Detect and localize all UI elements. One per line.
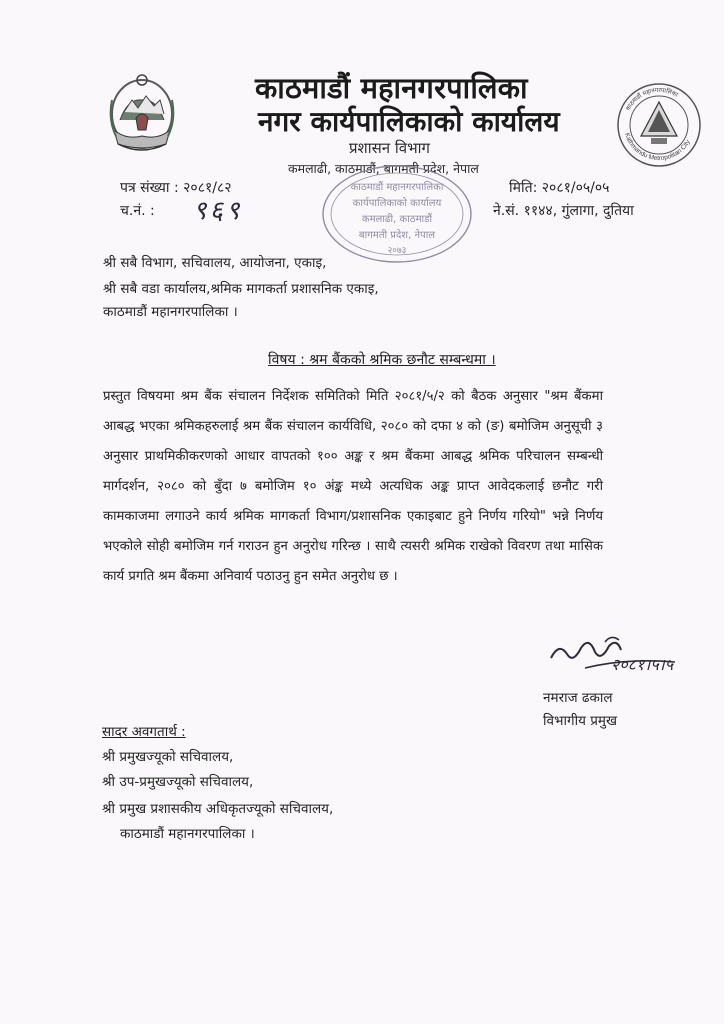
signature-icon: [545, 628, 695, 688]
letter-number: पत्र संख्या : २०८१/८२: [120, 180, 232, 196]
department-name: प्रशासन विभाग: [349, 139, 430, 157]
nepal-emblem-icon: [106, 70, 178, 162]
recipient-line-3: काठमाडौं महानगरपालिका ।: [103, 304, 238, 320]
cc-item-3: श्री प्रमुख प्रशासकीय अधिकृतज्यूको सचिवालय,: [102, 801, 334, 817]
cc-item-4: काठमाडौं महानगरपालिका ।: [120, 826, 255, 842]
cc-item-2: श्री उप-प्रमुखज्यूको सचिवालय,: [102, 774, 254, 790]
office-address: कमलाढी, काठमाडौं, बागमती प्रदेश, नेपाल: [288, 161, 479, 176]
office-name: नगर कार्यपालिकाको कार्यालय: [258, 105, 560, 138]
office-stamp-icon: [318, 160, 476, 268]
signature-date: २०८१।५।५: [611, 655, 674, 674]
chalani-number: ९६९: [193, 196, 243, 226]
letter-body: प्रस्तुत विषयमा श्रम बैंक संचालन निर्देशक समितिको मिति २०८१/५/२ को बैठक अनुसार "श्रम बैंकमा आबद्ध भएका श्रमिकहरुलाई श्रम बैंक संचालन कार्यविधि, २०८० को दफा ४ को (ङ) बमोजिम अनुसूची ३ अनुसार प्राथमिकीकरणको आधार वापतको १०० अङ्क र श्रम बैंकमा आबद्ध श्रमिक परिचालन सम्बन्धी मार्गदर्शन, २०८० को बुँदा ७ बमोजिम १० अंङ्क मध्ये अत्यधिक अङ्क प्राप्त आवेदकलाई छनौट गरी कामकाजमा लगाउने कार्य श्रमिक मागकर्ता विभाग/प्रशासनिक एकाइबाट हुने निर्णय गरियो" भन्ने निर्णय भएकोले सोही बमोजिम गर्न गराउन हुन अनुरोध गरिन्छ । साथै त्यसरी श्रमिक राखेको विवरण तथा मासिक कार्य प्रगति श्रम बैंकमा अनिवार्य पठाउनु हुन समेत अनुरोध छ ।: [103, 389, 603, 584]
cc-title: सादर अवगतार्थ :: [102, 724, 186, 740]
chalani-label: च.नं. :: [120, 203, 155, 219]
recipient-line-1: श्री सबै विभाग, सचिवालय, आयोजना, एकाइ,: [103, 255, 327, 271]
logo-english-text: Kathmandu Metropolitan City: [623, 132, 692, 163]
cc-item-1: श्री प्रमुखज्यूको सचिवालय,: [102, 749, 234, 765]
svg-text:काठमाडौं महानगरपालिका: [625, 87, 680, 112]
recipient-line-2: श्री सबै वडा कार्यालय,श्रमिक मागकर्ता प्रशासनिक एकाइ,: [103, 281, 379, 297]
org-name: काठमाडौं महानगरपालिका: [255, 71, 528, 105]
signer-title: विभागीय प्रमुख: [543, 713, 618, 729]
date-nepal-sambat: ने.सं. ११४४, गुंलागा, दुतिया: [493, 203, 634, 219]
letter-subject: विषय : श्रम बैंकको श्रमिक छनौट सम्बन्धमा ।: [268, 352, 496, 368]
signer-name: नमराज ढकाल: [543, 690, 613, 706]
stamp-line-4: बागमती प्रदेश, नेपाल: [358, 230, 436, 241]
date-bs: मिति: २०८१/०५/०५: [509, 180, 610, 196]
stamp-code: २०७३: [387, 246, 407, 256]
stamp-line-1: काठमाडौं महानगरपालिका: [350, 182, 444, 193]
stamp-line-3: कमलाढी, काठमाडौं: [361, 214, 433, 225]
logo-nepali-text: काठमाडौं महानगरपालिका: [624, 86, 679, 112]
stamp-line-2: कार्यपालिकाको कार्यालय: [352, 198, 442, 209]
kmc-logo-icon: [614, 80, 704, 170]
